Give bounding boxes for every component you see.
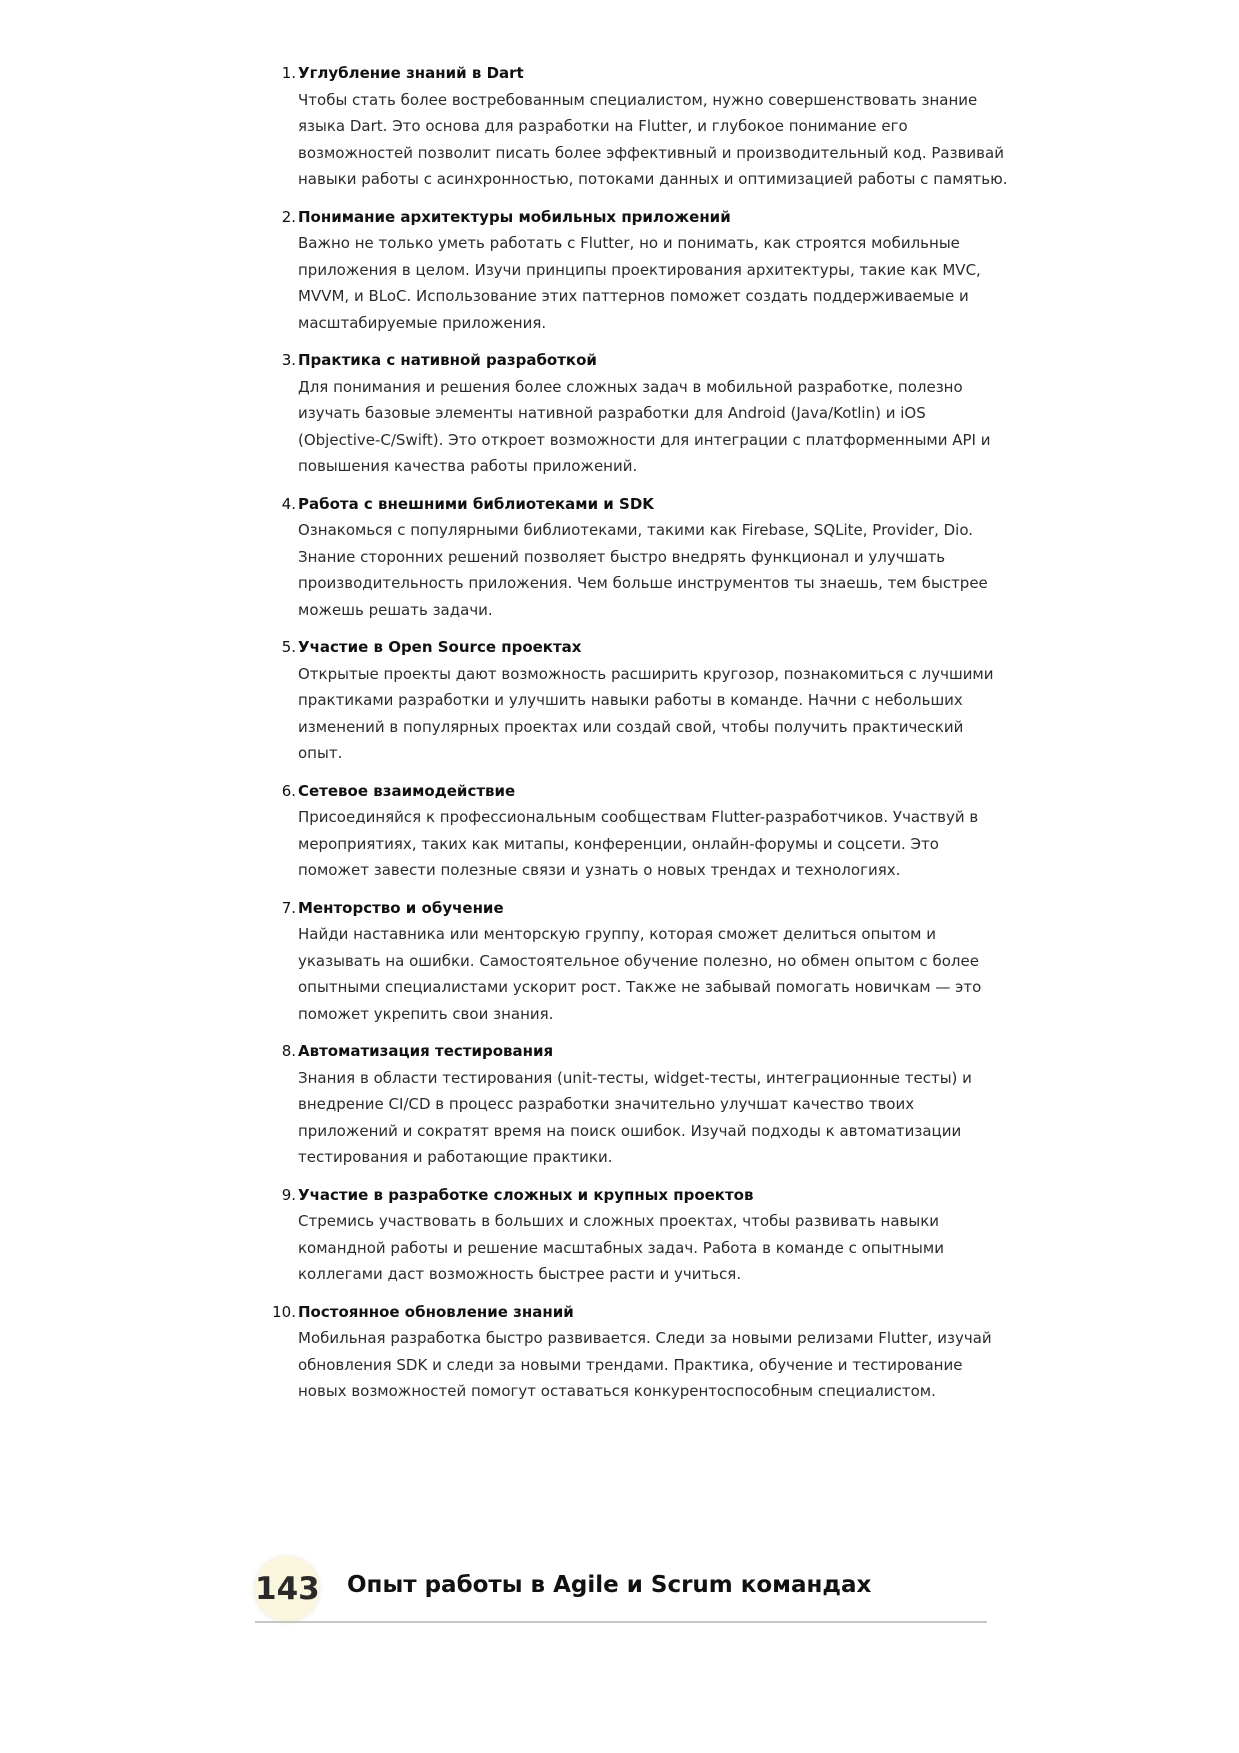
item-title: Постоянное обновление знаний [298,1302,574,1321]
list-item [250,1038,1010,1171]
item-title: Участие в Open Source проектах [298,638,582,656]
item-title: Участие в разработке сложных и крупных проектов [298,1185,754,1204]
item-title: Автоматизация тестирования [298,1042,554,1060]
list-item [250,1182,1010,1288]
chapter-title: Опыт работы в Agile и Scrum командах [347,1572,872,1598]
list-item [250,1299,1010,1405]
item-text: Найди наставника или менторскую группу, которая сможет делиться опытом и указывать на ошибки. Самостоятельное обучение полезно, но обмен опытом с более опытными специалистами ускорит рост. Также не забывай помогать новичкам — это поможет укрепить свои знания. [298,925,982,1023]
item-title: Сетевое взаимодействие [298,781,516,800]
item-number: 3. [281,351,296,369]
list-item [250,60,1010,193]
item-text: Для понимания и решения более сложных задач в мобильной разработке, полезно изучать базовые элементы нативной разработки для Android (Java/Kotlin) и iOS (Objective-C/Swift). Это откроет возможности для интеграции с платформенными API и повышения качества работы приложений. [298,377,991,475]
item-number: 6. [281,781,296,800]
list-item [250,634,1010,767]
item-title: Понимание архитектуры мобильных приложений [298,207,731,226]
item-title: Работа с внешними библиотеками и SDK [298,494,654,513]
list-item [250,491,1010,624]
item-text: Важно не только уметь работать с Flutter, но и понимать, как строятся мобильные приложения в целом. Изучи принципы проектирования архитектуры, такие как MVC, MVVM, и BLoC. Использование этих паттернов поможет создать поддерживаемые и масштабируемые приложения. [298,234,981,332]
list-item [250,778,1010,884]
item-title: Углубление знаний в Dart [298,64,524,82]
list-item [250,347,1010,480]
tips-list [250,60,1010,1416]
item-number: 4. [281,494,296,513]
chapter-number-badge: 143 [255,1557,319,1621]
list-item [250,895,1010,1028]
item-number: 7. [281,898,296,917]
item-text: Знания в области тестирования (unit-тесты, widget-тесты, интеграционные тесты) и внедрение CI/CD в процесс разработки значительно улучшат качество твоих приложений и сократят время на поиск ошибок. Изучай подходы к автоматизации тестирования и работающие практики. [298,1068,972,1166]
item-text: Присоединяйся к профессиональным сообществам Flutter-разработчиков. Участвуй в мероприятиях, таких как митапы, конференции, онлайн-форумы и соцсети. Это поможет завести полезные связи и узнать о новых трендах и технологиях. [298,808,979,879]
item-text: Ознакомься с популярными библиотеками, такими как Firebase, SQLite, Provider, Dio. Знание сторонних решений позволяет быстро внедрять функционал и улучшать производительность приложения. Чем больше инструментов ты знаешь, тем быстрее можешь решать задачи. [298,521,988,619]
item-title: Менторство и обучение [298,898,504,917]
item-title: Практика с нативной разработкой [298,351,597,369]
item-text: Мобильная разработка быстро развивается. Следи за новыми релизами Flutter, изучай обновления SDK и следи за новыми трендами. Практика, обучение и тестирование новых возможностей помогут оставаться конкурентоспособным специалистом. [298,1329,992,1400]
item-text: Чтобы стать более востребованным специалистом, нужно совершенствовать знание языка Dart. Это основа для разработки на Flutter, и глубокое понимание его возможностей позволит писать более эффективный и производительный код. Развивай навыки работы с асинхронностью, потоками данных и оптимизацией работы с памятью. [298,90,1008,188]
item-number: 8. [281,1042,296,1060]
item-number: 5. [281,638,296,656]
item-number: 1. [281,64,296,82]
item-text: Открытые проекты дают возможность расширить кругозор, познакомиться с лучшими практиками разработки и улучшить навыки работы в команде. Начни с небольших изменений в популярных проектах или создай свой, чтобы получить практический опыт. [298,664,994,762]
chapter-heading [255,1557,987,1623]
item-number: 10. [272,1302,296,1321]
list-item [250,204,1010,337]
item-number: 9. [281,1185,296,1204]
item-number: 2. [281,207,296,226]
item-text: Стремись участвовать в больших и сложных проектах, чтобы развивать навыки командной работы и решение масштабных задач. Работа в команде с опытными коллегами даст возможность быстрее расти и учиться. [298,1212,944,1283]
